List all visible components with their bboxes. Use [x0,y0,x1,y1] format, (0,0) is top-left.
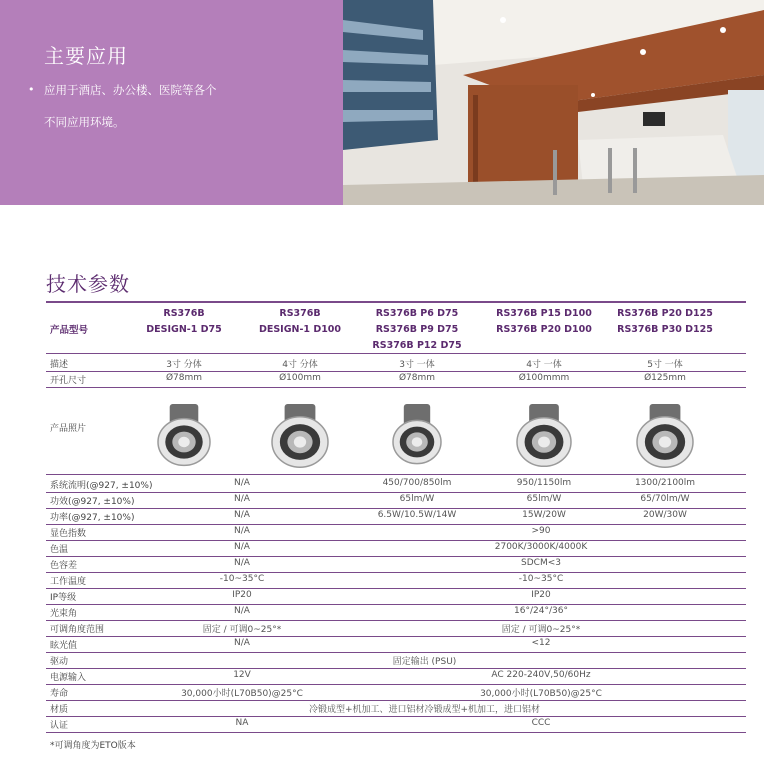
table-cell: 950/1150lm [516,478,572,488]
header-bottom-rule [46,353,746,354]
row-label: 寿命 [50,689,69,699]
downlight-image [377,398,457,478]
table-cell: 12V [233,670,251,680]
row-divider [46,636,746,637]
row-divider [46,668,746,669]
row-divider [46,556,746,557]
row-label: 显色指数 [50,529,87,539]
table-cell: 3寸 一体 [399,360,435,370]
table-cell: N/A [234,478,250,488]
header-top-rule [46,301,746,303]
hero-text-line2: 不同应用环境。 [44,115,125,129]
model-name: RS376B P15 D100 [496,308,592,319]
row-label: 电源输入 [50,673,87,683]
downlight-part [538,437,550,448]
table-cell: N/A [234,510,250,520]
table-cell: N/A [234,494,250,504]
row-divider [46,508,746,509]
row-label: 认证 [50,721,69,731]
row-label: 色容差 [50,561,78,571]
table-cell: N/A [234,526,250,536]
row-divider [46,492,746,493]
row-label: 光束角 [50,609,78,619]
table-cell: NA [235,718,249,728]
table-cell: >90 [531,526,551,536]
table-cell: Ø100mmm [518,373,570,383]
row-divider [46,524,746,525]
table-cell: N/A [234,606,250,616]
hero-panel [0,0,343,205]
table-cell: 65lm/W [526,494,562,504]
row-divider [46,540,746,541]
table-cell: AC 220-240V,50/60Hz [491,670,591,680]
table-cell: N/A [234,638,250,648]
footnote: *可调角度为ETO版本 [50,741,136,751]
model-label: 产品型号 [50,325,89,336]
table-cell: SDCM<3 [521,558,561,568]
photo-label: 产品照片 [50,424,87,434]
row-label: 色温 [50,545,69,555]
spec-title: 技术参数 [46,272,130,296]
row-label: 功率(@927, ±10%) [50,513,135,523]
row-divider [46,604,746,605]
hero-title: 主要应用 [44,44,128,68]
model-name: RS376B P6 D75 [375,308,459,319]
row-divider [46,588,746,589]
table-cell: 5寸 一体 [647,360,683,370]
row-divider [46,387,746,388]
row-divider [46,684,746,685]
table-cell: 固定 / 可调0~25°* [501,625,581,635]
table-cell: 固定输出 (PSU) [392,657,457,667]
model-name: RS376B P30 D125 [617,324,713,335]
table-cell: 3寸 分体 [166,360,202,370]
table-cell: Ø100mm [279,373,321,383]
model-name: RS376B P12 D75 [372,340,462,351]
downlight-part [294,436,306,447]
table-cell: 固定 / 可调0~25°* [202,625,282,635]
bullet-dot: • [28,83,35,96]
row-label: 系统流明(@927, ±10%) [50,481,153,491]
table-cell: 16°/24°/36° [514,606,568,616]
table-cell: CCC [531,718,551,728]
model-name: DESIGN-1 D100 [258,324,342,335]
model-name: RS376B [163,308,205,319]
table-cell: <12 [531,638,551,648]
table-cell: 30,000小时(L70B50)@25°C [181,689,303,699]
row-label: IP等级 [50,593,77,603]
row-divider [46,732,746,733]
table-cell: 4寸 分体 [282,360,318,370]
table-cell: 65/70lm/W [640,494,690,504]
table-cell: 20W/30W [643,510,687,520]
hero-photo [343,0,764,205]
table-cell: 15W/20W [522,510,566,520]
model-name: RS376B P20 D125 [617,308,713,319]
downlight-image [260,398,340,478]
model-column-header [347,306,487,354]
model-column-header [474,306,614,338]
downlight-image [625,398,705,478]
downlight-part [659,436,671,447]
model-name: RS376B P9 D75 [375,324,459,335]
table-cell: -10~35°C [518,574,564,584]
table-cell: Ø78mm [398,373,436,383]
table-cell: N/A [234,558,250,568]
row-label: 功效(@927, ±10%) [50,497,135,507]
row-label: 眩光值 [50,641,78,651]
table-cell: Ø125mm [644,373,686,383]
row-label: 驱动 [50,657,69,667]
table-cell: 2700K/3000K/4000K [494,542,588,552]
table-cell: N/A [234,542,250,552]
row-label: 描述 [50,360,69,370]
row-divider [46,620,746,621]
row-label: 材质 [50,705,69,715]
model-column-header [595,306,735,338]
row-label: 可调角度范围 [50,625,105,635]
table-cell: 65lm/W [399,494,435,504]
downlight-part [412,437,423,447]
model-name: RS376B P20 D100 [496,324,592,335]
table-cell: IP20 [232,590,252,600]
downlight-image [144,398,224,478]
table-cell: Ø78mm [165,373,203,383]
table-cell: 6.5W/10.5W/14W [377,510,457,520]
table-cell: IP20 [531,590,551,600]
row-label: 开孔尺寸 [50,376,87,386]
row-divider [46,716,746,717]
row-divider [46,572,746,573]
downlight-part [178,437,189,447]
table-cell: -10~35°C [219,574,265,584]
downlight-image [504,398,584,478]
row-divider [46,652,746,653]
table-cell: 30,000小时(L70B50)@25°C [480,689,602,699]
model-name: DESIGN-1 D75 [146,324,222,335]
table-cell: 1300/2100lm [634,478,696,488]
row-divider [46,371,746,372]
row-label: 工作温度 [50,577,87,587]
model-name: RS376B [279,308,321,319]
table-cell: 4寸 一体 [526,360,562,370]
row-divider [46,700,746,701]
hero-text-line1: 应用于酒店、办公楼、医院等各个 [44,83,217,97]
table-cell: 450/700/850lm [382,478,452,488]
table-cell: 冷锻成型+机加工、进口铝材冷锻成型+机加工，进口铝材 [308,705,541,715]
